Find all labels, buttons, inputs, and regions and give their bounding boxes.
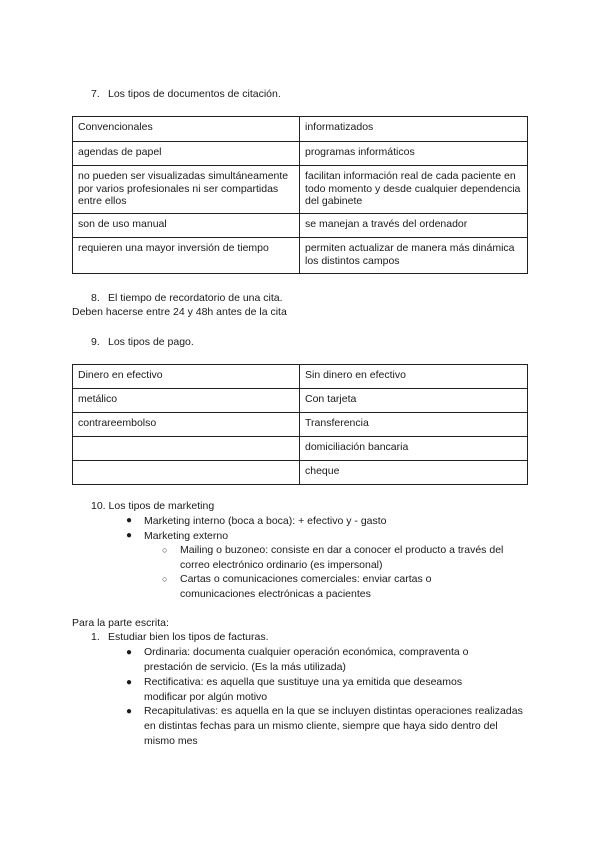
- invoice-rectificativa: Rectificativa: es aquella que sustituye una ya emitida que deseamos modificar por algún motivo: [144, 676, 463, 703]
- table-cell: contrareembolso: [73, 413, 300, 437]
- section-8-title: El tiempo de recordatorio de una cita.: [108, 292, 283, 304]
- bullet-icon: ●: [126, 706, 133, 717]
- bullet-icon: ●: [126, 677, 133, 688]
- table-cell: permiten actualizar de manera más dinámica los distintos campos: [300, 238, 528, 274]
- written-item-1: Estudiar bien los tipos de facturas.: [108, 631, 269, 643]
- table-cell: [73, 437, 300, 461]
- table-cell: agendas de papel: [73, 142, 300, 166]
- circle-bullet-icon: ○: [162, 545, 168, 555]
- table-row: [73, 142, 528, 166]
- table-cell: Sin dinero en efectivo: [300, 365, 528, 389]
- table-row: [73, 238, 528, 274]
- table-cell: cheque: [300, 461, 528, 485]
- bullet-icon: ●: [126, 530, 133, 541]
- section-7-number: 7.: [91, 88, 100, 100]
- table-cell: facilitan información real de cada paciente en todo momento y desde cualquier dependencia del gabinete: [300, 166, 528, 214]
- marketing-mailing: Mailing o buzoneo: consiste en dar a conocer el producto a través del correo electrónico ordinario (es impersonal): [180, 544, 504, 571]
- table-cell: metálico: [73, 389, 300, 413]
- section-8-number: 8.: [91, 292, 100, 304]
- bullet-icon: ●: [126, 647, 133, 658]
- table-row: [73, 166, 528, 214]
- table-cell: requieren una mayor inversión de tiempo: [73, 238, 300, 274]
- bullet-icon: ●: [126, 515, 133, 526]
- written-item-1-number: 1.: [91, 631, 100, 643]
- payment-table: [72, 364, 528, 485]
- circle-bullet-icon: ○: [162, 574, 168, 584]
- table-row: [73, 117, 528, 142]
- section-9-number: 9.: [91, 336, 100, 348]
- section-8-body: Deben hacerse entre 24 y 48h antes de la cita: [72, 306, 287, 318]
- invoice-ordinaria: Ordinaria: documenta cualquier operación económica, compraventa o prestación de servicio. (Es la más utilizada): [144, 646, 469, 673]
- table-cell: Dinero en efectivo: [73, 365, 300, 389]
- table-row: [73, 214, 528, 238]
- table-cell: informatizados: [300, 117, 528, 142]
- invoice-recapitulativas: Recapitulativas: es aquella en la que se incluyen distintas operaciones realizadas en distintas fechas para un mismo cliente, siempre que haya sido dentro del mismo mes: [144, 705, 523, 747]
- section-7-title: Los tipos de documentos de citación.: [108, 88, 281, 100]
- table-row: [73, 437, 528, 461]
- documents-table: [72, 116, 528, 274]
- table-cell: [73, 461, 300, 485]
- table-cell: son de uso manual: [73, 214, 300, 238]
- table-row: [73, 365, 528, 389]
- section-10-title: 10. Los tipos de marketing: [91, 500, 215, 512]
- section-9-title: Los tipos de pago.: [108, 336, 194, 348]
- table-cell: programas informáticos: [300, 142, 528, 166]
- table-cell: Transferencia: [300, 413, 528, 437]
- table-cell: domiciliación bancaria: [300, 437, 528, 461]
- table-row: [73, 413, 528, 437]
- marketing-external: Marketing externo: [144, 530, 229, 542]
- written-heading: Para la parte escrita:: [72, 617, 169, 629]
- table-row: [73, 461, 528, 485]
- table-cell: se manejan a través del ordenador: [300, 214, 528, 238]
- table-cell: no pueden ser visualizadas simultáneamente por varios profesionales ni ser compartidas entre ellos: [73, 166, 300, 214]
- table-cell: Convencionales: [73, 117, 300, 142]
- table-row: [73, 389, 528, 413]
- marketing-internal: Marketing interno (boca a boca): + efectivo y - gasto: [144, 515, 387, 527]
- table-cell: Con tarjeta: [300, 389, 528, 413]
- marketing-letters: Cartas o comunicaciones comerciales: enviar cartas o comunicaciones electrónicas a pacientes: [180, 573, 432, 600]
